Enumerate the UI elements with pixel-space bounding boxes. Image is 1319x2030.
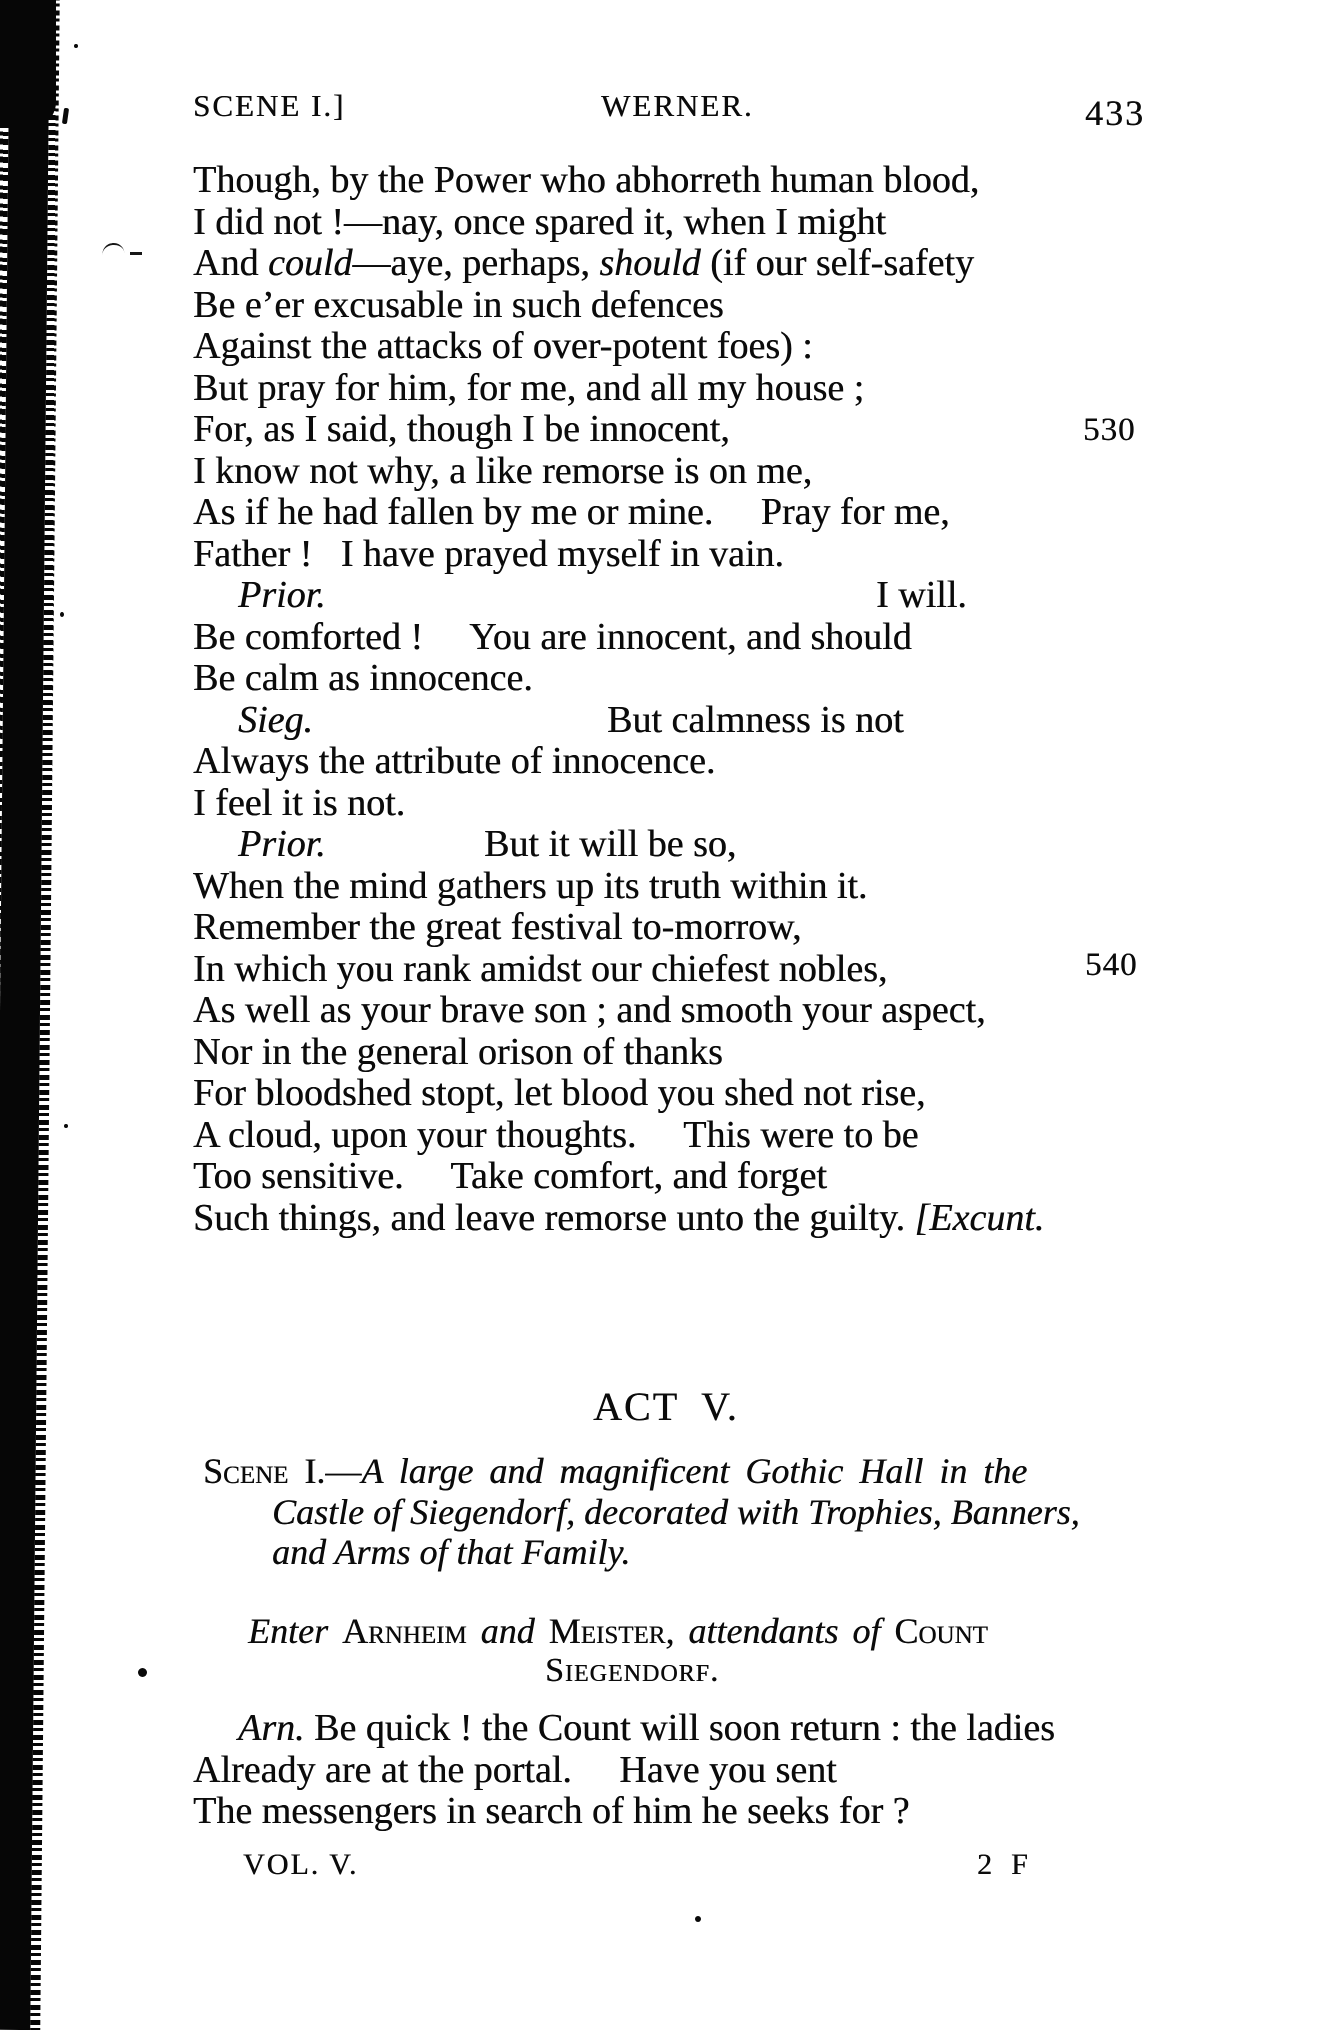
character-name-meister: Meister — [548, 1611, 666, 1651]
verse-text: Father ! I have prayed myself in vain. — [193, 532, 784, 575]
verse-text: As if he had fallen by me or mine. Pray for me, — [193, 491, 950, 533]
verse-line — [193, 202, 1044, 244]
count-word: Count — [894, 1611, 988, 1651]
verse-text: I did not !—nay, once spared it, when I might — [193, 200, 886, 243]
scan-squiggle-mark — [101, 242, 124, 256]
verse-line — [193, 243, 1044, 285]
stage-direction-exeunt: [Excunt. — [914, 1196, 1045, 1239]
verse-text: I know not why, a like remorse is on me, — [193, 449, 813, 492]
verse-block — [193, 160, 1044, 1239]
scan-speck — [74, 44, 78, 48]
speaker-name: Prior. — [238, 574, 326, 616]
verse-line-speaker — [193, 824, 1044, 866]
scan-speck — [60, 612, 64, 617]
verse-line — [193, 1032, 1044, 1074]
verse-line — [193, 741, 1044, 783]
verse-text: Be calm as innocence. — [193, 657, 533, 699]
signature-mark: 2 F — [977, 1848, 1030, 1881]
verse-text: For bloodshed stopt, let blood you shed not rise, — [193, 1072, 926, 1114]
verse-text: As well as your brave son ; and smooth your aspect, — [193, 989, 986, 1031]
scan-speck-tick — [62, 108, 69, 125]
scene-description-line-2: Castle of Siegendorf, decorated with Trophies, Banners, — [272, 1492, 1080, 1532]
scan-speck — [138, 1668, 147, 1677]
verse-line — [193, 949, 1044, 991]
scene-description-line-1 — [203, 1450, 1027, 1492]
header-running-title: WERNER. — [601, 88, 754, 123]
scan-speck — [64, 1124, 68, 1128]
verse-line — [193, 326, 1044, 368]
attendants-text: , attendants of — [665, 1611, 895, 1651]
verse-text: I feel it is not. — [193, 781, 406, 824]
verse-text: Remember the great festival to-morrow, — [193, 906, 802, 948]
verse-line — [193, 990, 1044, 1032]
enter-word: Enter — [248, 1611, 342, 1651]
header-scene-label: SCENE I.] — [193, 88, 346, 123]
verse-text: (if our self-safety — [700, 242, 974, 284]
dialogue-line — [193, 1708, 1055, 1750]
dialogue-text: Be quick ! the Count will soon return : the ladies — [304, 1707, 1055, 1749]
scan-blotch-top-left — [0, 0, 56, 128]
verse-line — [193, 451, 1044, 493]
scene-description-line-3: and Arms of that Family. — [272, 1532, 631, 1572]
verse-line — [193, 285, 1044, 327]
verse-line — [193, 492, 1044, 534]
verse-line — [193, 866, 1044, 908]
verse-text: A cloud, upon your thoughts. This were to be — [193, 1113, 919, 1156]
verse-line — [193, 1115, 1044, 1157]
verse-halfline: I will. — [876, 574, 967, 616]
verse-text: Always the attribute of innocence. — [193, 740, 716, 782]
verse-text: —aye, perhaps, — [352, 242, 600, 284]
dialogue-line — [193, 1791, 1055, 1833]
character-name-siegendorf: Siegendorf. — [545, 1652, 720, 1689]
verse-line — [193, 368, 1044, 410]
line-number-530: 530 — [1083, 412, 1136, 448]
verse-text: And — [193, 242, 268, 284]
and-word: and — [466, 1611, 549, 1651]
verse-text: Be e’er excusable in such defences — [193, 283, 724, 326]
verse-text: Against the attacks of over-potent foes) : — [193, 325, 813, 367]
entry-stage-direction — [248, 1610, 988, 1652]
speaker-name-arn: Arn. — [238, 1707, 305, 1749]
verse-text-italic: could — [267, 242, 353, 284]
scan-squiggle-dash — [130, 252, 142, 255]
verse-line-speaker — [193, 700, 1044, 742]
scene-description-text: A large and magnificent Gothic Hall in the — [361, 1451, 1028, 1491]
verse-text-italic: should — [599, 242, 701, 284]
dialogue-text: The messengers in search of him he seeks for ? — [193, 1790, 910, 1832]
speaker-name: Sieg. — [238, 698, 313, 741]
verse-line — [193, 658, 1044, 700]
dialogue-block — [193, 1708, 1055, 1833]
verse-line — [193, 617, 1044, 659]
act-heading: ACT V. — [593, 1384, 739, 1429]
dialogue-text: Already are at the portal. Have you sent — [193, 1748, 837, 1791]
verse-halfline: But it will be so, — [484, 823, 737, 865]
verse-line — [193, 1198, 1044, 1240]
dialogue-line — [193, 1750, 1055, 1792]
verse-text: For, as I said, though I be innocent, — [193, 408, 730, 450]
verse-line — [193, 1073, 1044, 1115]
line-number-540: 540 — [1085, 947, 1138, 983]
verse-line — [193, 1156, 1044, 1198]
verse-text: Nor in the general orison of thanks — [193, 1030, 723, 1073]
speaker-name: Prior. — [238, 823, 326, 865]
verse-text: Such things, and leave remorse unto the guilty. — [193, 1196, 915, 1239]
binding-shadow-band — [0, 0, 50, 2030]
verse-text: But pray for him, for me, and all my house ; — [193, 366, 865, 409]
scan-speck — [695, 1916, 701, 1922]
verse-line — [193, 907, 1044, 949]
verse-text: Too sensitive. Take comfort, and forget — [193, 1155, 827, 1197]
verse-text: In which you rank amidst our chiefest nobles, — [193, 947, 888, 990]
verse-line — [193, 534, 1044, 576]
volume-label: VOL. V. — [243, 1848, 359, 1881]
verse-line — [193, 783, 1044, 825]
scene-label: Scene — [203, 1451, 289, 1491]
page-number: 433 — [1085, 93, 1145, 133]
verse-line-speaker — [193, 575, 1044, 617]
verse-line — [193, 160, 1044, 202]
verse-text: Be comforted ! You are innocent, and should — [193, 615, 912, 658]
verse-line — [193, 409, 1044, 451]
verse-text: When the mind gathers up its truth within it. — [193, 864, 868, 907]
character-name-arnheim: Arnheim — [341, 1611, 467, 1651]
scene-number: I.— — [288, 1451, 362, 1491]
verse-text: Though, by the Power who abhorreth human blood, — [193, 159, 980, 201]
verse-halfline: But calmness is not — [607, 698, 904, 741]
